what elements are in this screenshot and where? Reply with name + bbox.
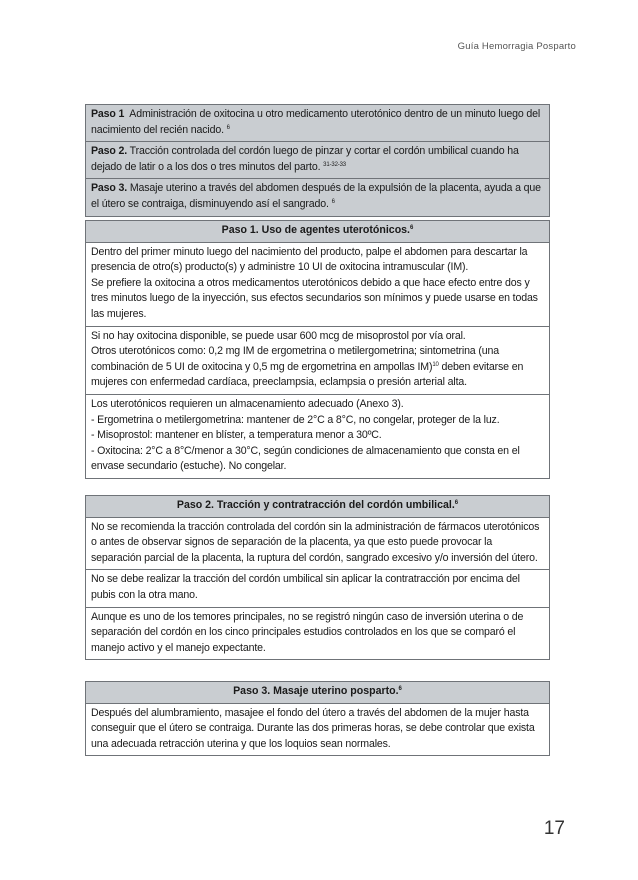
step1-p3-line: - Misoprostol: mantener en blíster, a temperatura menor a 30ºC. bbox=[91, 429, 382, 442]
step2-title-ref: 6 bbox=[454, 500, 459, 506]
summary-step-1-label: Paso 1 bbox=[91, 108, 125, 120]
step2-p2-line: No se debe realizar la tracción del cordón umbilical sin aplicar la contratracción por encima del bbox=[91, 573, 520, 586]
step1-p1-line: tres minutos luego de la inyección, sus efectos secundarios son mínimos y puede usarse en todas bbox=[91, 292, 538, 305]
summary-step-3-ref: 6 bbox=[331, 198, 335, 205]
step1-p1-line: Se prefiere la oxitocina a otros medicamentos uterotónicos debido a que hace efecto entre dos y bbox=[91, 276, 530, 289]
summary-step-3-text: Masaje uterino a través del abdomen después de la expulsión de la placenta, ayuda a que el útero se contraiga, disminuyendo así el sangrado. bbox=[91, 182, 541, 210]
step1-title-ref: 6 bbox=[410, 225, 414, 231]
step2-paragraph-3 bbox=[86, 607, 549, 660]
step3-box bbox=[85, 681, 550, 756]
step2-paragraph-2 bbox=[86, 569, 549, 606]
step1-p2-ref: 10 bbox=[432, 361, 439, 368]
step2-p2-line: pubis con la otra mano. bbox=[91, 588, 198, 601]
summary-step-1-ref: 6 bbox=[226, 124, 230, 131]
step1-p2-line bbox=[91, 360, 545, 376]
page-number: 17 bbox=[543, 818, 565, 839]
summary-step-2-text: Tracción controlada del cordón luego de pinzar y cortar el cordón umbilical cuando ha dejado de latir o a los dos o tres minutos del parto. bbox=[91, 145, 519, 173]
step3-p1-line: conseguir que el útero se contraiga. Durante las dos primeras horas, se debe controlar que exista bbox=[91, 722, 535, 735]
step1-paragraph-2 bbox=[86, 326, 549, 394]
summary-step-3 bbox=[86, 178, 549, 215]
step3-p1-line: Después del alumbramiento, masajee el fondo del útero a través del abdomen de la mujer hasta bbox=[91, 706, 529, 719]
step1-paragraph-3 bbox=[86, 394, 549, 478]
step2-title bbox=[86, 496, 549, 517]
step2-box bbox=[85, 495, 550, 660]
step1-paragraph-1 bbox=[86, 242, 549, 326]
step3-title-ref: 6 bbox=[398, 686, 402, 692]
step1-p2-line3-b: deben evitarse en bbox=[438, 360, 524, 373]
step3-p1-line: una adecuada retracción uterina y que los loquios sean normales. bbox=[91, 737, 391, 750]
step1-p3-line: Los uterotónicos requieren un almacenamiento adecuado (Anexo 3). bbox=[91, 397, 404, 410]
summary-step-1-text: Administración de oxitocina u otro medicamento uterotónico dentro de un minuto luego del nacimiento del recién nacido. bbox=[91, 108, 541, 136]
step2-p3-line: manejo activo y el manejo expectante. bbox=[91, 641, 266, 654]
step2-p3-line: Aunque es uno de los temores principales, no se registró ningún caso de inversión uterina o de bbox=[91, 610, 524, 623]
summary-step-2 bbox=[86, 141, 549, 178]
step3-paragraph-1 bbox=[86, 703, 549, 756]
step1-title-text: Paso 1. Uso de agentes uterotónicos. bbox=[221, 224, 411, 236]
step1-p2-line: Si no hay oxitocina disponible, se puede usar 600 mcg de misoprostol por vía oral. bbox=[91, 329, 466, 342]
step2-p1-line: o antes de observar signos de separación de la placenta, ya que esto puede provocar la bbox=[91, 536, 493, 549]
step1-title bbox=[86, 221, 549, 242]
step2-p3-line: separación del cordón en los cinco principales estudios controlados en los que se comparó el bbox=[91, 626, 516, 639]
step2-paragraph-1 bbox=[86, 517, 549, 570]
step2-p1-line: separación parcial de la placenta, la ruptura del cordón, sangrado excesivo y/o inversión del útero. bbox=[91, 551, 538, 564]
step1-p3-line: - Oxitocina: 2°C a 8°C/menor a 30°C, según condiciones de almacenamiento que consta en el bbox=[91, 444, 520, 457]
step1-p1-line: las mujeres. bbox=[91, 307, 147, 320]
step1-p2-line: mujeres con enfermedad cardíaca, preeclampsia, eclampsia o presión arterial alta. bbox=[91, 376, 467, 389]
running-title: Guía Hemorragia Posparto bbox=[457, 41, 576, 52]
summary-step-3-label: Paso 3. bbox=[91, 182, 128, 195]
summary-step-1 bbox=[86, 105, 549, 141]
summary-step-2-label: Paso 2. bbox=[91, 145, 128, 158]
step1-p2-line3-a: combinación de 5 UI de oxitocina y 0,5 mg de ergometrina en ampollas IM) bbox=[91, 360, 433, 373]
step2-p1-line: No se recomienda la tracción controlada del cordón sin la administración de fármacos uterotónicos bbox=[91, 520, 540, 533]
summary-step-2-ref: 31-32-33 bbox=[323, 161, 346, 168]
step1-p1-line: presencia de otro(s) producto(s) y administre 10 UI de oxitocina intramuscular (IM). bbox=[91, 261, 469, 274]
step2-title-text: Paso 2. Tracción y contratracción del cordón umbilical. bbox=[176, 499, 455, 511]
summary-box bbox=[85, 104, 550, 217]
step1-p3-line: envase secundario (estuche). No congelar. bbox=[91, 460, 287, 473]
step1-p2-line: Otros uterotónicos como: 0,2 mg IM de ergometrina o metilergometrina; sintometrina (una bbox=[91, 345, 499, 358]
step1-p3-line: - Ergometrina o metilergometrina: mantener de 2°C a 8°C, no congelar, proteger de la luz. bbox=[91, 413, 500, 426]
step1-p1-line: Dentro del primer minuto luego del nacimiento del producto, palpe el abdomen para descartar la bbox=[91, 245, 528, 258]
step3-title-text: Paso 3. Masaje uterino posparto. bbox=[233, 685, 399, 697]
step1-box bbox=[85, 220, 550, 479]
step3-title bbox=[86, 682, 549, 703]
